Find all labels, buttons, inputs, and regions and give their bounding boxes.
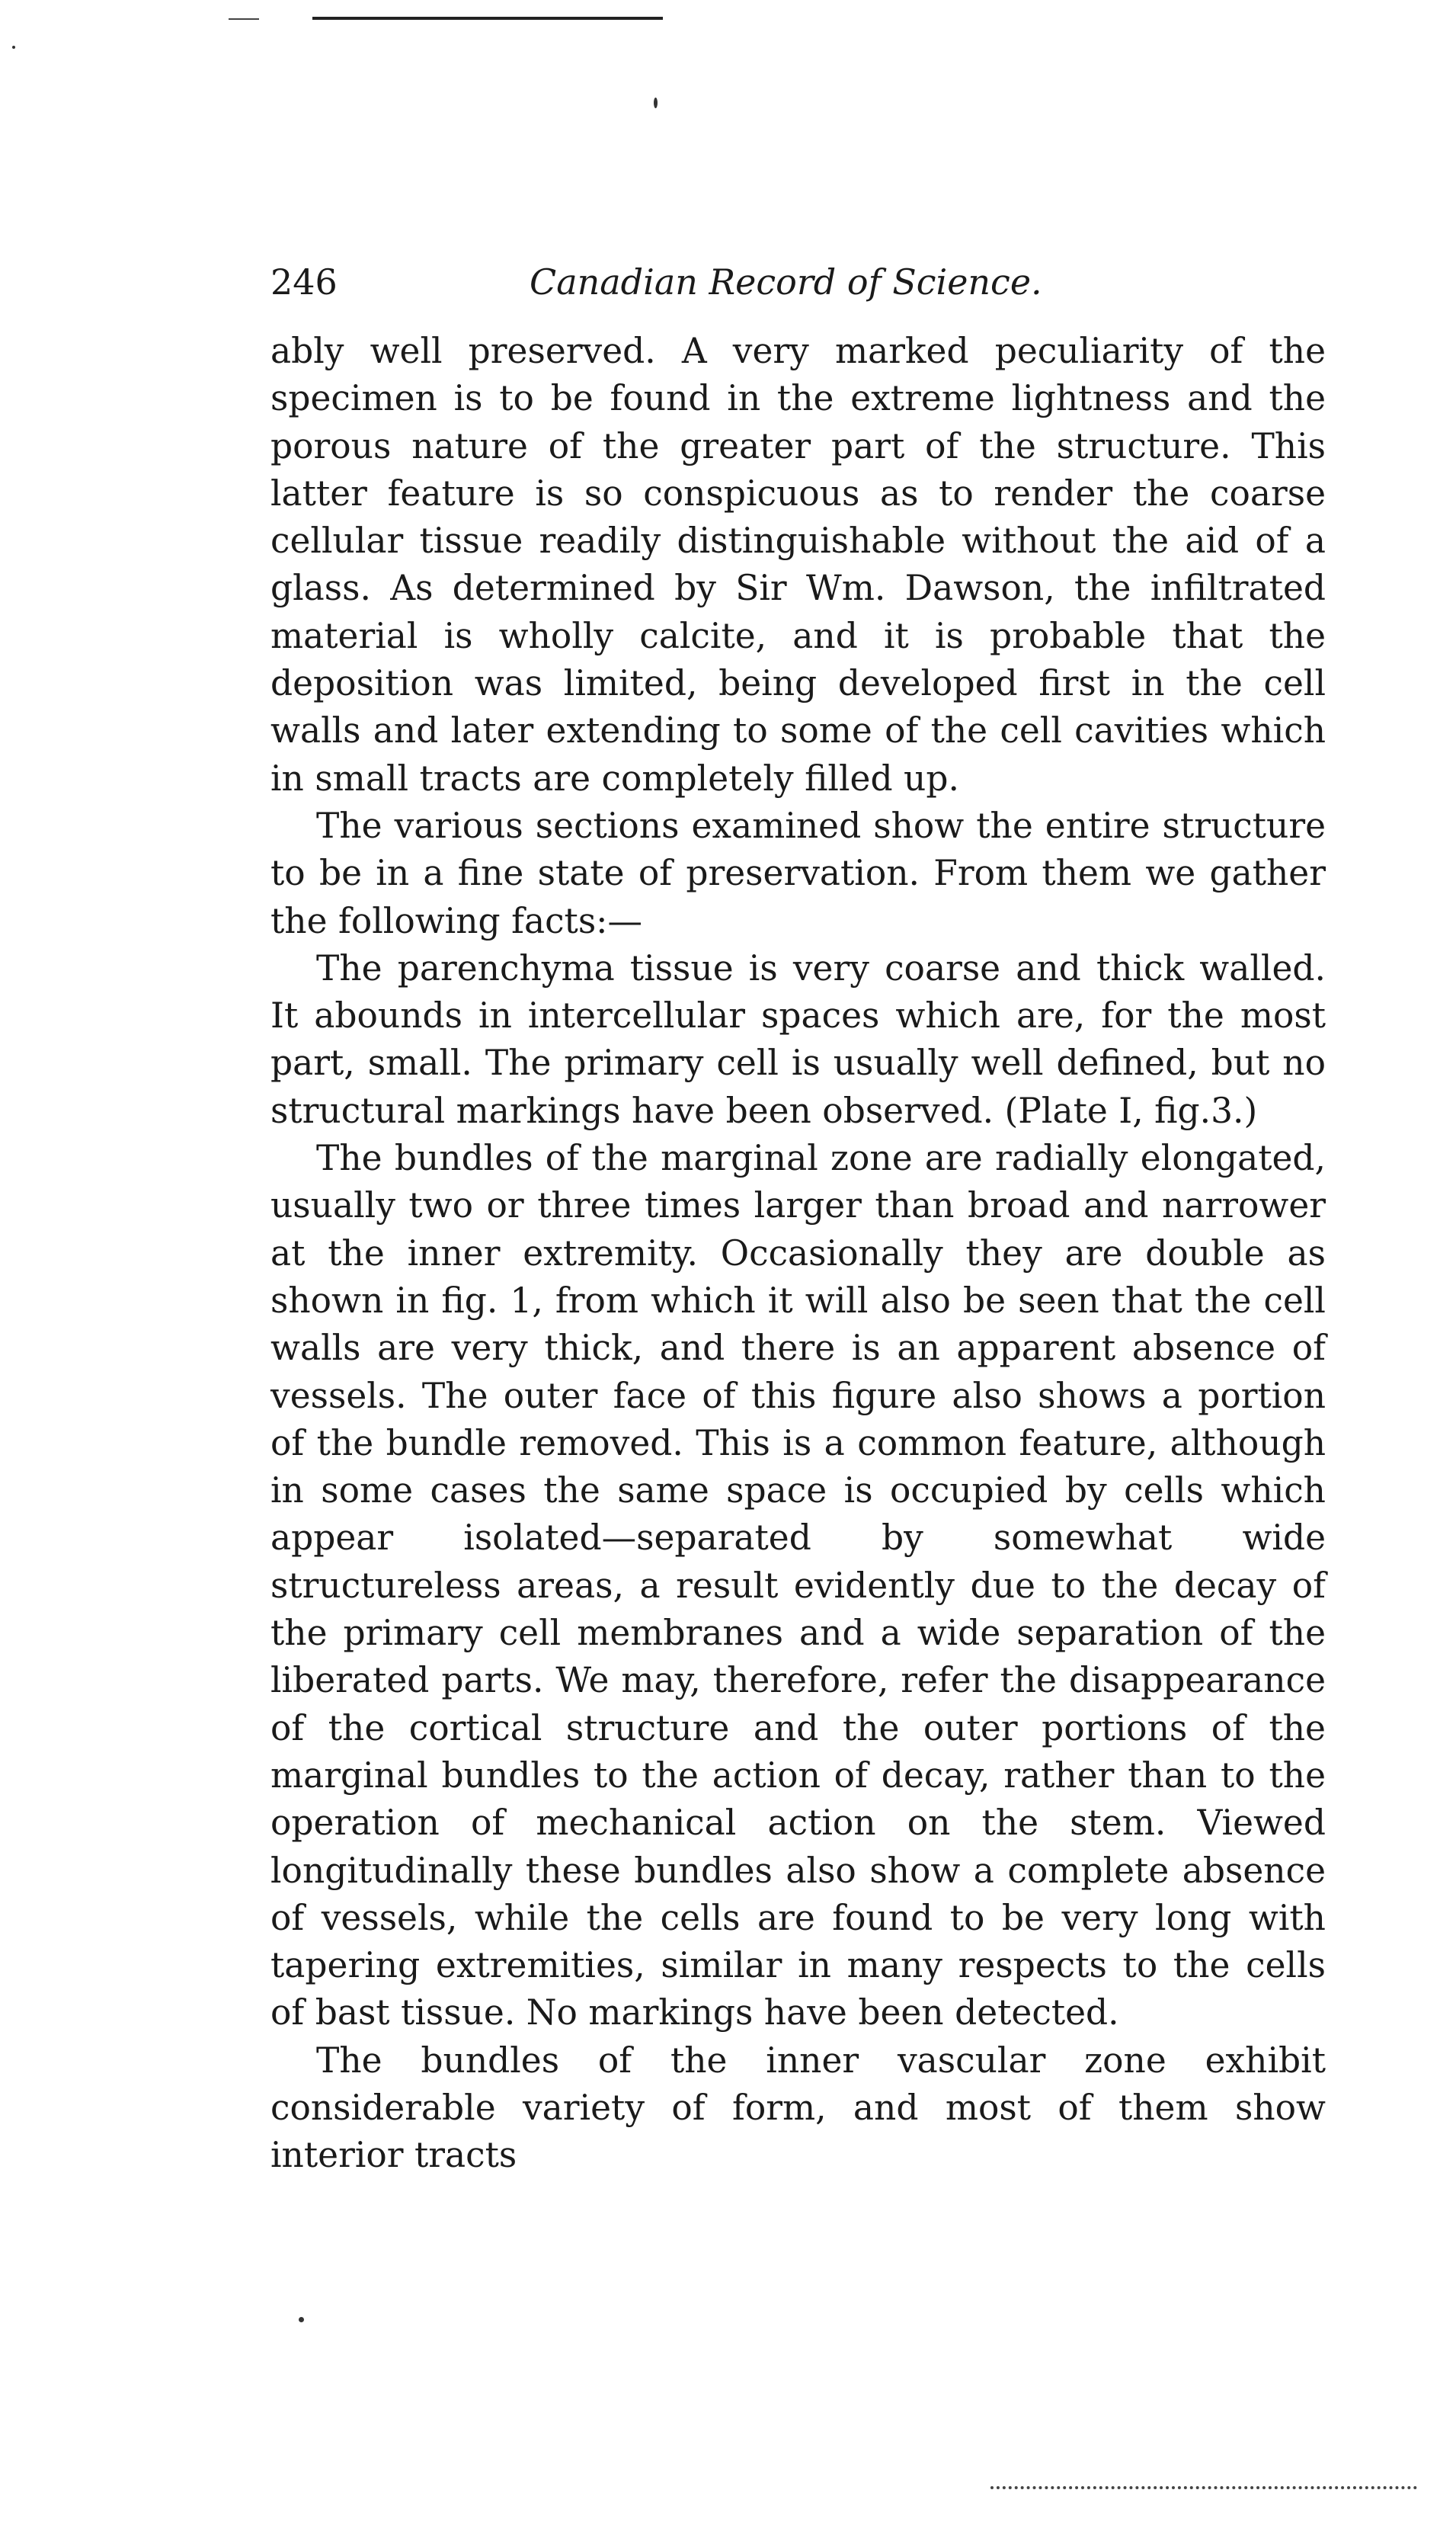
ink-speck — [299, 2317, 304, 2322]
paragraph: The bundles of the inner vascular zone exhibit considerable variety of form, and most of them show interior tracts — [270, 2040, 1326, 2176]
ink-speck — [654, 98, 658, 108]
paragraph: The various sections examined show the entire structure to be in a fine state of preservation. From them we gather the following facts:— — [270, 805, 1326, 941]
paragraph: ably well preserved. A very marked peculiarity of the specimen is to be found in the extreme lightness and the porous nature of the greater part of the structure. This latter feature is so conspicuous as to render the coarse cellular tissue readily distinguishable without the aid of a glass. As determined by Sir Wm. Dawson, the infiltrated material is wholly calcite, and it is probable that the deposition was limited, being developed first in the cell walls and later extending to some of the cell cavities which in small tracts are completely filled up. — [270, 331, 1326, 799]
top-rule — [312, 17, 663, 20]
paragraph: The bundles of the marginal zone are radially elongated, usually two or three times larger than broad and narrower at the inner extremity. Occasionally they are double as shown in fig. 1, from which it will also be seen that the cell walls are very thick, and there is an apparent absence of vessels. The outer face of this figure also shows a portion of the bundle removed. This is a common feature, although in some cases the same space is occupied by cells which appear isolated—separated by somewhat wide structureless areas, a result evidently due to the decay of the primary cell membranes and a wide separation of the liberated parts. We may, therefore, refer the disappearance of the cortical structure and the outer portions of the marginal bundles to the action of decay, rather than to the operation of mechanical action on the stem. Viewed longitudinally these bundles also show a complete absence of vessels, while the cells are found to be very long with tapering extremities, similar in many respects to the cells of bast tissue. No markings have been detected. — [270, 1138, 1326, 2033]
page-number: 246 — [270, 261, 338, 303]
ink-speck — [12, 46, 15, 49]
top-rule-fragment — [229, 18, 259, 20]
running-title: Canadian Record of Science. — [530, 261, 1042, 303]
bottom-rule — [990, 2486, 1417, 2489]
page-header — [270, 255, 1322, 309]
paragraph: The parenchyma tissue is very coarse and thick walled. It abounds in intercellular spaces which are, for the most part, small. The primary cell is usually well defined, but no structural markings have been observed. (Plate I, fig.3.) — [270, 947, 1326, 1131]
body-text — [270, 328, 1326, 2180]
